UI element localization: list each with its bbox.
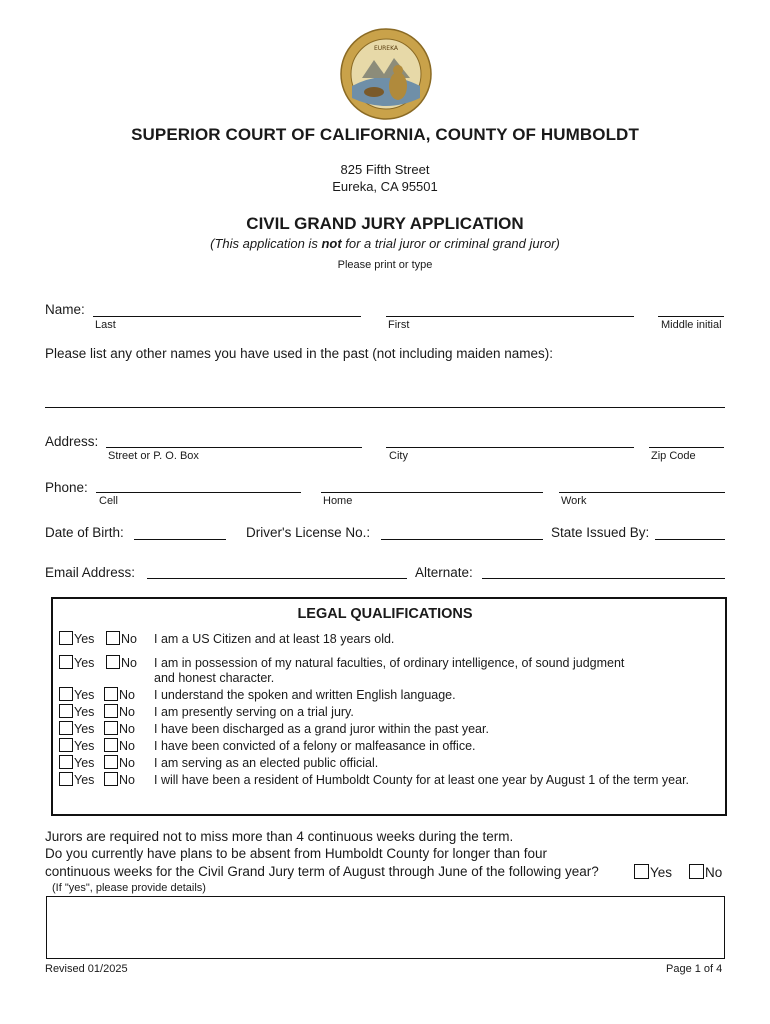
q7-yes[interactable]: Yes bbox=[59, 755, 94, 770]
checkbox-icon[interactable] bbox=[104, 704, 118, 718]
absence-rule-text: Jurors are required not to miss more than 4 continuous weeks during the term. bbox=[45, 829, 514, 844]
q2-yes[interactable]: Yes bbox=[59, 655, 94, 670]
absence-question-line2: continuous weeks for the Civil Grand Jury term of August through June of the following year? bbox=[45, 864, 599, 879]
license-field[interactable] bbox=[381, 539, 543, 540]
q5-yes[interactable]: Yes bbox=[59, 721, 94, 736]
california-state-seal bbox=[340, 28, 432, 120]
name-last-field[interactable] bbox=[93, 316, 361, 317]
qualification-item: I will have been a resident of Humboldt County for at least one year by August 1 of the term year. bbox=[154, 773, 690, 787]
checkbox-icon[interactable] bbox=[59, 738, 73, 752]
form-note: (This application is not for a trial juror or criminal grand juror) bbox=[210, 236, 560, 251]
checkbox-icon[interactable] bbox=[689, 864, 704, 879]
court-title: SUPERIOR COURT OF CALIFORNIA, COUNTY OF HUMBOLDT bbox=[131, 125, 639, 144]
checkbox-icon[interactable] bbox=[106, 655, 120, 669]
name-last-caption: Last bbox=[95, 319, 116, 331]
address-street-caption: Street or P. O. Box bbox=[108, 450, 199, 462]
address-city-caption: City bbox=[389, 450, 408, 462]
email-label: Email Address: bbox=[45, 565, 136, 580]
checkbox-icon[interactable] bbox=[59, 772, 73, 786]
svg-text:EUREKA: EUREKA bbox=[373, 45, 399, 52]
q6-no[interactable]: No bbox=[104, 738, 135, 753]
address-line-1: 825 Fifth Street bbox=[340, 162, 430, 177]
other-names-label: Please list any other names you have used in the past (not including maiden names): bbox=[45, 346, 554, 361]
q4-yes[interactable]: Yes bbox=[59, 704, 94, 719]
alternate-email-field[interactable] bbox=[482, 578, 725, 579]
checkbox-icon[interactable] bbox=[59, 655, 73, 669]
checkbox-icon[interactable] bbox=[104, 755, 118, 769]
q4-no[interactable]: No bbox=[104, 704, 135, 719]
phone-work-field[interactable] bbox=[559, 492, 725, 493]
address-zip-caption: Zip Code bbox=[651, 450, 696, 462]
q5-no[interactable]: No bbox=[104, 721, 135, 736]
q8-no[interactable]: No bbox=[104, 772, 135, 787]
q3-no[interactable]: No bbox=[104, 687, 135, 702]
q3-yes[interactable]: Yes bbox=[59, 687, 94, 702]
checkbox-icon[interactable] bbox=[104, 772, 118, 786]
name-first-field[interactable] bbox=[386, 316, 634, 317]
absence-details-field[interactable] bbox=[46, 896, 725, 959]
address-street-field[interactable] bbox=[106, 447, 362, 448]
qualification-item: I am presently serving on a trial jury. bbox=[154, 705, 354, 719]
q6-yes[interactable]: Yes bbox=[59, 738, 94, 753]
checkbox-icon[interactable] bbox=[59, 721, 73, 735]
phone-label: Phone: bbox=[45, 480, 88, 495]
qualification-item: I understand the spoken and written English language. bbox=[154, 688, 456, 702]
address-zip-field[interactable] bbox=[649, 447, 724, 448]
phone-cell-caption: Cell bbox=[99, 495, 118, 507]
checkbox-icon[interactable] bbox=[104, 738, 118, 752]
qualification-item-continued: and honest character. bbox=[154, 671, 275, 685]
license-label: Driver's License No.: bbox=[246, 525, 371, 540]
absence-question-line1: Do you currently have plans to be absent from Humboldt County for longer than four bbox=[45, 846, 548, 861]
alternate-email-label: Alternate: bbox=[415, 565, 473, 580]
q1-no[interactable]: No bbox=[106, 631, 137, 646]
q1-yes[interactable]: Yes bbox=[59, 631, 94, 646]
name-middle-field[interactable] bbox=[658, 316, 724, 317]
checkbox-icon[interactable] bbox=[59, 687, 73, 701]
dob-field[interactable] bbox=[134, 539, 226, 540]
q7-no[interactable]: No bbox=[104, 755, 135, 770]
qualification-item: I have been convicted of a felony or malfeasance in office. bbox=[154, 739, 476, 753]
legal-qualifications-heading: LEGAL QUALIFICATIONS bbox=[297, 606, 473, 622]
phone-cell-field[interactable] bbox=[96, 492, 301, 493]
address-label: Address: bbox=[45, 434, 99, 449]
revised-date: Revised 01/2025 bbox=[45, 963, 128, 975]
state-issued-label: State Issued By: bbox=[551, 525, 650, 540]
checkbox-icon[interactable] bbox=[104, 687, 118, 701]
other-names-field[interactable] bbox=[45, 407, 725, 408]
page-number: Page 1 of 4 bbox=[666, 963, 723, 975]
checkbox-icon[interactable] bbox=[59, 755, 73, 769]
checkbox-icon[interactable] bbox=[104, 721, 118, 735]
checkbox-icon[interactable] bbox=[59, 631, 73, 645]
checkbox-icon[interactable] bbox=[634, 864, 649, 879]
address-city-field[interactable] bbox=[386, 447, 634, 448]
form-title: CIVIL GRAND JURY APPLICATION bbox=[246, 214, 524, 233]
checkbox-icon[interactable] bbox=[59, 704, 73, 718]
phone-home-caption: Home bbox=[323, 495, 353, 507]
qualification-item: I have been discharged as a grand juror within the past year. bbox=[154, 722, 489, 736]
address-line-2: Eureka, CA 95501 bbox=[332, 179, 438, 194]
q2-no[interactable]: No bbox=[106, 655, 137, 670]
name-middle-caption: Middle initial bbox=[661, 319, 722, 331]
q8-yes[interactable]: Yes bbox=[59, 772, 94, 787]
absence-no[interactable]: No bbox=[689, 864, 722, 880]
state-issued-field[interactable] bbox=[655, 539, 725, 540]
phone-home-field[interactable] bbox=[321, 492, 543, 493]
phone-work-caption: Work bbox=[561, 495, 587, 507]
checkbox-icon[interactable] bbox=[106, 631, 120, 645]
email-field[interactable] bbox=[147, 578, 407, 579]
print-instruction: Please print or type bbox=[337, 259, 433, 271]
absence-yes[interactable]: Yes bbox=[634, 864, 672, 880]
absence-details-note: (If "yes", please provide details) bbox=[52, 882, 206, 894]
qualification-item: I am a US Citizen and at least 18 years old. bbox=[154, 632, 395, 646]
name-label: Name: bbox=[45, 302, 85, 317]
name-first-caption: First bbox=[388, 319, 410, 331]
qualification-item: I am serving as an elected public official. bbox=[154, 756, 379, 770]
qualification-item: I am in possession of my natural faculties, of ordinary intelligence, of sound judgment bbox=[154, 656, 625, 670]
dob-label: Date of Birth: bbox=[45, 525, 124, 540]
